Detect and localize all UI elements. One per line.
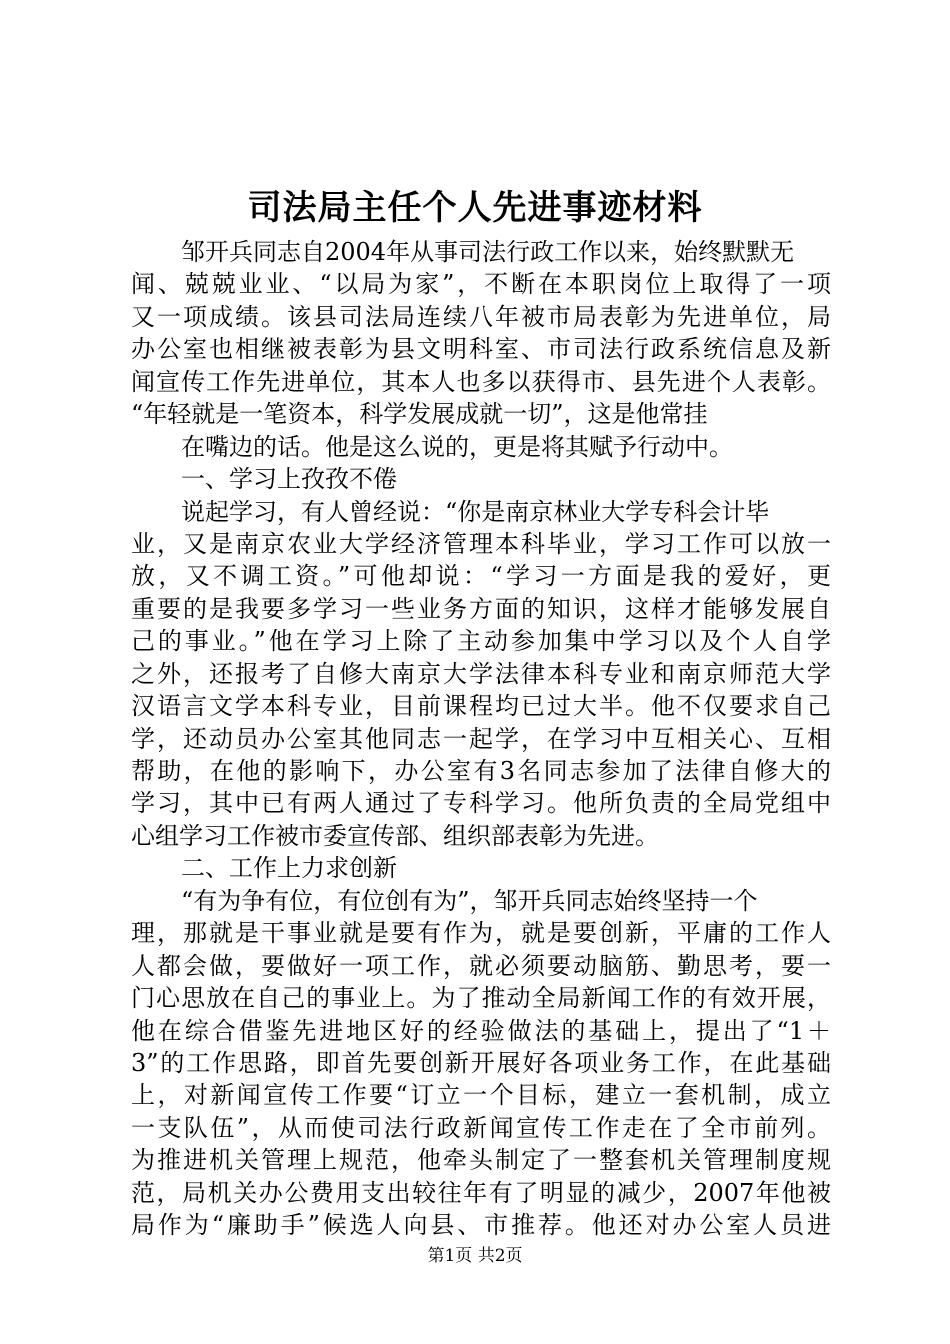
document-title: 司法局主任个人先进事迹材料	[247, 188, 703, 228]
text-line: 心组学习工作被市委宣传部、组织部表彰为先进。	[131, 821, 659, 850]
text-line: 3”的工作思路，即首先要创新开展好各项业务工作，在此基础	[131, 1048, 831, 1077]
text-line: 说起学习，有人曾经说：“你是南京林业大学专科会计毕	[181, 497, 770, 526]
text-line: 学习，其中已有两人通过了专科学习。他所负责的全局党组中	[131, 789, 831, 818]
text-line: 帮助，在他的影响下，办公室有3名同志参加了法律自修大的	[131, 757, 831, 785]
text-line: 一支队伍”，从而使司法行政新闻宣传工作走在了全市前列。	[131, 1113, 831, 1142]
page-number-footer: 第1页 共2页	[427, 1246, 523, 1266]
document-body	[131, 236, 831, 1242]
text-line: 闻、兢兢业业、“以局为家”，不断在本职岗位上取得了一项	[131, 270, 831, 299]
section-heading: 一、学习上孜孜不倦	[181, 465, 397, 494]
text-line: 为推进机关管理上规范，他牵头制定了一整套机关管理制度规	[131, 1146, 831, 1175]
text-line: 放，又不调工资。”可他却说：“学习一方面是我的爱好，更	[131, 562, 831, 591]
text-line: 己的事业。”他在学习上除了主动参加集中学习以及个人自学	[131, 627, 831, 656]
text-line: “有为争有位，有位创有为”，邹开兵同志始终坚持一个	[181, 886, 758, 915]
text-line: 之外，还报考了自修大南京大学法律本科专业和南京师范大学	[131, 659, 831, 688]
text-line: 理，那就是干事业就是要有作为，就是要创新，平庸的工作人	[131, 919, 831, 948]
text-line: 他在综合借鉴先进地区好的经验做法的基础上，提出了“1＋	[131, 1016, 831, 1045]
text-line: 人都会做，要做好一项工作，就必须要动脑筋、勤思考，要一	[131, 951, 831, 980]
text-line: 门心思放在自己的事业上。为了推动全局新闻工作的有效开展，	[131, 984, 831, 1013]
text-line: 又一项成绩。该县司法局连续八年被市局表彰为先进单位，局	[131, 302, 831, 331]
text-line: “年轻就是一笔资本，科学发展成就一切”，这是他常挂	[131, 400, 708, 429]
text-line: 局作为“廉助手”候选人向县、市推荐。他还对办公室人员进	[131, 1211, 831, 1240]
text-line: 上，对新闻宣传工作要“订立一个目标，建立一套机制，成立	[131, 1081, 831, 1110]
section-heading: 二、工作上力求创新	[181, 854, 397, 883]
text-line: 办公室也相继被表彰为县文明科室、市司法行政系统信息及新	[131, 335, 831, 364]
text-line: 业，又是南京农业大学经济管理本科毕业，学习工作可以放一	[131, 529, 831, 558]
text-line: 邹开兵同志自2004年从事司法行政工作以来，始终默默无	[181, 238, 795, 266]
text-line: 范，局机关办公费用支出较往年有了明显的减少，2007年他被	[131, 1178, 831, 1207]
text-line: 学，还动员办公室其他同志一起学，在学习中互相关心、互相	[131, 724, 831, 753]
text-line: 闻宣传工作先进单位，其本人也多以获得市、县先进个人表彰。	[131, 367, 831, 396]
text-line: 在嘴边的话。他是这么说的，更是将其赋予行动中。	[181, 432, 733, 461]
text-line: 重要的是我要多学习一些业务方面的知识，这样才能够发展自	[131, 594, 831, 623]
text-line: 汉语言文学本科专业，目前课程均已过大半。他不仅要求自己	[131, 692, 831, 721]
